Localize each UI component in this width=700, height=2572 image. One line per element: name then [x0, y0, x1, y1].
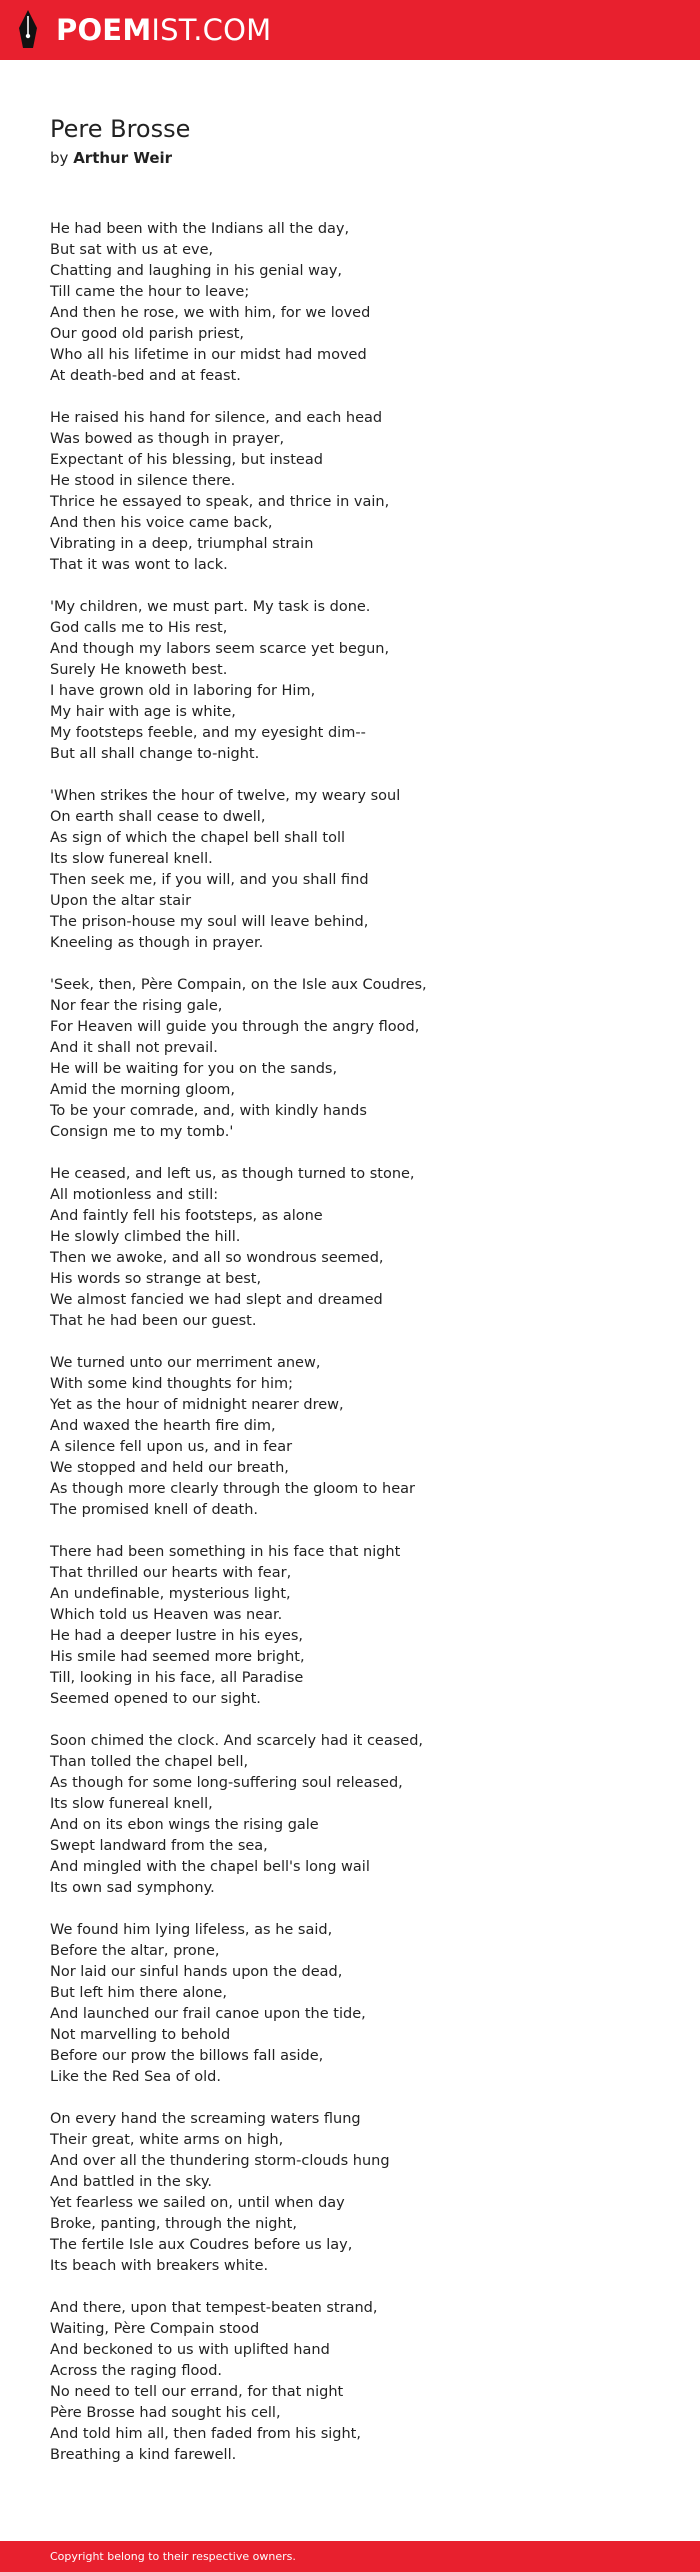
poem-line: Our good old parish priest, — [50, 326, 245, 342]
poem-line: With some kind thoughts for him; — [50, 1376, 293, 1392]
poem-line: Surely He knoweth best. — [50, 662, 228, 678]
poem-line: We found him lying lifeless, as he said, — [50, 1922, 333, 1938]
poem-line: Waiting, Père Compain stood — [50, 2321, 260, 2337]
copyright-text: Copyright belong to their respective owners. — [50, 2550, 296, 2563]
poem-line: Its beach with breakers white. — [50, 2258, 269, 2274]
poem-title: Pere Brosse — [50, 115, 191, 143]
poem-line: He will be waiting for you on the sands, — [50, 1061, 338, 1077]
site-footer — [0, 2541, 700, 2572]
poem-line: Than tolled the chapel bell, — [50, 1754, 249, 1770]
poem-line: Consign me to my tomb.' — [50, 1124, 234, 1140]
poem-line: Upon the altar stair — [50, 893, 192, 909]
poem-line: We turned unto our merriment anew, — [50, 1355, 321, 1371]
poem-byline — [50, 148, 172, 168]
poem-line: But sat with us at eve, — [50, 242, 214, 258]
poem-line: We stopped and held our breath, — [50, 1460, 289, 1476]
poem-line: Their great, white arms on high, — [50, 2132, 284, 2148]
poem-line: He had a deeper lustre in his eyes, — [50, 1628, 303, 1644]
poem-line: Père Brosse had sought his cell, — [50, 2405, 281, 2421]
poem-line: The promised knell of death. — [50, 1502, 258, 1518]
poem-line: And told him all, then faded from his sight, — [50, 2426, 361, 2442]
poem-line: Yet as the hour of midnight nearer drew, — [50, 1397, 344, 1413]
stanza — [50, 1542, 650, 1710]
poem-line: And waxed the hearth fire dim, — [50, 1418, 276, 1434]
poem-line: Kneeling as though in prayer. — [50, 935, 264, 951]
poem-line: But left him there alone, — [50, 1985, 227, 2001]
poem-line: And faintly fell his footsteps, as alone — [50, 1208, 323, 1224]
poem-line: For Heaven will guide you through the angry flood, — [50, 1019, 420, 1035]
poem-line: Broke, panting, through the night, — [50, 2216, 297, 2232]
poem-line: And beckoned to us with uplifted hand — [50, 2342, 330, 2358]
poem-line: That thrilled our hearts with fear, — [50, 1565, 292, 1581]
poem-line: That it was wont to lack. — [50, 557, 228, 573]
poem-line: He stood in silence there. — [50, 473, 236, 489]
poem-line: Before our prow the billows fall aside, — [50, 2048, 324, 2064]
poem-line: Its own sad symphony. — [50, 1880, 215, 1896]
poem-line: And it shall not prevail. — [50, 1040, 218, 1056]
author-name: Arthur Weir — [73, 149, 173, 167]
poem-line: 'Seek, then, Père Compain, on the Isle aux Coudres, — [50, 977, 427, 993]
poem-line: Swept landward from the sea, — [50, 1838, 268, 1854]
poem-line: Yet fearless we sailed on, until when day — [50, 2195, 345, 2211]
stanza — [50, 1353, 650, 1521]
poem-line: But all shall change to-night. — [50, 746, 260, 762]
poem-line: My hair with age is white, — [50, 704, 236, 720]
poem-line: His words so strange at best, — [50, 1271, 262, 1287]
poem-line: On earth shall cease to dwell, — [50, 809, 266, 825]
poem-line: Seemed opened to our sight. — [50, 1691, 261, 1707]
poem-line: And then he rose, we with him, for we loved — [50, 305, 371, 321]
poem-line: Till, looking in his face, all Paradise — [50, 1670, 304, 1686]
poem-line: 'My children, we must part. My task is done. — [50, 599, 371, 615]
logo-text-light: IST.COM — [151, 13, 272, 47]
poem-line: Vibrating in a deep, triumphal strain — [50, 536, 314, 552]
stanza — [50, 975, 650, 1143]
site-logo[interactable] — [56, 12, 271, 48]
poem-line: Expectant of his blessing, but instead — [50, 452, 323, 468]
poem-line: To be your comrade, and, with kindly hands — [50, 1103, 367, 1119]
poem-line: Till came the hour to leave; — [50, 284, 250, 300]
poem-line: And over all the thundering storm-clouds hung — [50, 2153, 390, 2169]
poem-line: Nor laid our sinful hands upon the dead, — [50, 1964, 343, 1980]
poem-line: Chatting and laughing in his genial way, — [50, 263, 343, 279]
stanza — [50, 597, 650, 765]
site-header — [0, 0, 700, 60]
poem-line: Then we awoke, and all so wondrous seemed, — [50, 1250, 384, 1266]
poem-line: He had been with the Indians all the day, — [50, 221, 350, 237]
poem-line: He raised his hand for silence, and each head — [50, 410, 383, 426]
stanza — [50, 2109, 650, 2277]
stanza — [50, 1164, 650, 1332]
poem-line: His smile had seemed more bright, — [50, 1649, 305, 1665]
poem-line: And mingled with the chapel bell's long wail — [50, 1859, 370, 1875]
poem-line: On every hand the screaming waters flung — [50, 2111, 361, 2127]
poem-line: Soon chimed the clock. And scarcely had it ceased, — [50, 1733, 424, 1749]
poem-line: Nor fear the rising gale, — [50, 998, 223, 1014]
poem-line: Which told us Heaven was near. — [50, 1607, 283, 1623]
poem-line: The fertile Isle aux Coudres before us lay, — [50, 2237, 353, 2253]
poem-line: My footsteps feeble, and my eyesight dim-- — [50, 725, 366, 741]
poem-line: No need to tell our errand, for that night — [50, 2384, 344, 2400]
poem-line: And though my labors seem scarce yet begun, — [50, 641, 390, 657]
poem-line: All motionless and still: — [50, 1187, 219, 1203]
stanza — [50, 2298, 650, 2466]
stanza — [50, 408, 650, 576]
poem-line: Its slow funereal knell, — [50, 1796, 213, 1812]
logo-text-bold: POEM — [56, 13, 152, 47]
poem-line: And there, upon that tempest-beaten strand, — [50, 2300, 378, 2316]
poem-line: That he had been our guest. — [50, 1313, 257, 1329]
poem-line: Thrice he essayed to speak, and thrice in vain, — [50, 494, 390, 510]
stanza — [50, 219, 650, 387]
poem-line: God calls me to His rest, — [50, 620, 228, 636]
poem-line: At death-bed and at feast. — [50, 368, 241, 384]
poem-line: A silence fell upon us, and in fear — [50, 1439, 293, 1455]
poem-line: We almost fancied we had slept and dreamed — [50, 1292, 383, 1308]
poem-line: And on its ebon wings the rising gale — [50, 1817, 319, 1833]
poem-line: There had been something in his face that night — [50, 1544, 401, 1560]
poem-line: As sign of which the chapel bell shall toll — [50, 830, 346, 846]
poem-line: Its slow funereal knell. — [50, 851, 213, 867]
poem-line: An undefinable, mysterious light, — [50, 1586, 291, 1602]
poem-line: I have grown old in laboring for Him, — [50, 683, 316, 699]
poem-line: And launched our frail canoe upon the tide, — [50, 2006, 366, 2022]
stanza — [50, 786, 650, 954]
poem-line: And then his voice came back, — [50, 515, 273, 531]
poem-line: Across the raging flood. — [50, 2363, 223, 2379]
poem-line: Amid the morning gloom, — [50, 1082, 235, 1098]
pen-nib-icon[interactable] — [16, 8, 40, 52]
poem-line: Not marvelling to behold — [50, 2027, 231, 2043]
poem-line: Breathing a kind farewell. — [50, 2447, 237, 2463]
poem-line: Who all his lifetime in our midst had moved — [50, 347, 367, 363]
poem-line: And battled in the sky. — [50, 2174, 212, 2190]
poem-line: As though for some long-suffering soul released, — [50, 1775, 403, 1791]
stanza — [50, 1731, 650, 1899]
poem-line: Then seek me, if you will, and you shall find — [50, 872, 369, 888]
poem-line: He ceased, and left us, as though turned to stone, — [50, 1166, 415, 1182]
poem-line: Before the altar, prone, — [50, 1943, 220, 1959]
poem-line: The prison-house my soul will leave behind, — [50, 914, 369, 930]
by-label: by — [50, 149, 69, 167]
poem-line: Like the Red Sea of old. — [50, 2069, 221, 2085]
poem-line: As though more clearly through the gloom to hear — [50, 1481, 415, 1497]
stanza — [50, 1920, 650, 2088]
poem-line: He slowly climbed the hill. — [50, 1229, 241, 1245]
poem-line: Was bowed as though in prayer, — [50, 431, 285, 447]
poem-line: 'When strikes the hour of twelve, my weary soul — [50, 788, 401, 804]
poem-body — [50, 219, 650, 2487]
